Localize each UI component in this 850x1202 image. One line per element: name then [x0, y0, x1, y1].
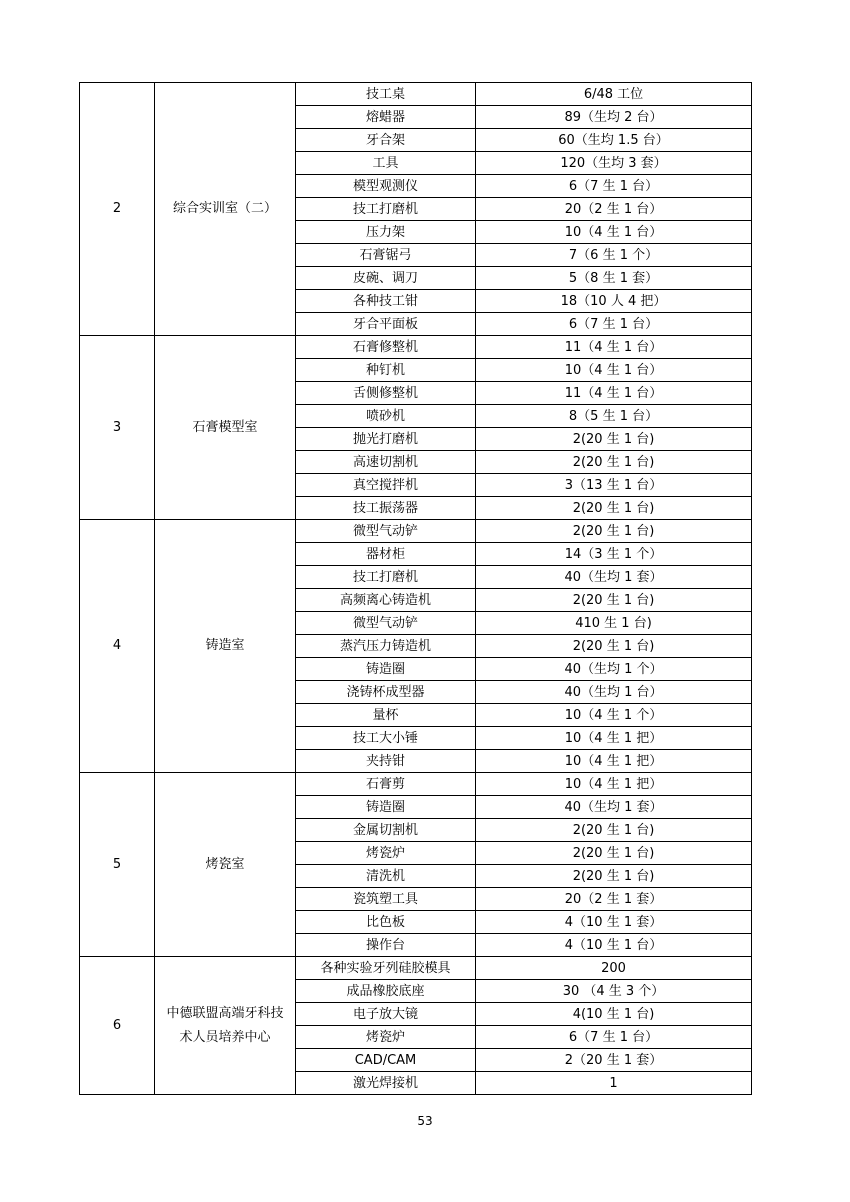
equipment-quantity-cell: 40（生均 1 套）	[476, 566, 752, 589]
equipment-quantity-cell: 11（4 生 1 台）	[476, 382, 752, 405]
equipment-quantity-cell: 89（生均 2 台）	[476, 106, 752, 129]
equipment-quantity-cell: 200	[476, 957, 752, 980]
equipment-quantity-cell: 10（4 生 1 把）	[476, 750, 752, 773]
equipment-quantity-cell: 30 （4 生 3 个）	[476, 980, 752, 1003]
equipment-name-cell: 量杯	[296, 704, 476, 727]
equipment-name-cell: 真空搅拌机	[296, 474, 476, 497]
group-number-cell: 4	[80, 520, 155, 773]
equipment-quantity-cell: 2(20 生 1 台)	[476, 428, 752, 451]
table-row	[80, 336, 752, 359]
equipment-name-cell: 石膏剪	[296, 773, 476, 796]
room-name-cell: 综合实训室（二）	[155, 83, 296, 336]
equipment-quantity-cell: 11（4 生 1 台）	[476, 336, 752, 359]
equipment-name-cell: 清洗机	[296, 865, 476, 888]
equipment-quantity-cell: 10（4 生 1 把）	[476, 727, 752, 750]
group-number-cell: 5	[80, 773, 155, 957]
equipment-name-cell: 微型气动铲	[296, 520, 476, 543]
equipment-name-cell: 技工大小锤	[296, 727, 476, 750]
equipment-name-cell: 各种技工钳	[296, 290, 476, 313]
equipment-name-cell: CAD/CAM	[296, 1049, 476, 1072]
equipment-name-cell: 抛光打磨机	[296, 428, 476, 451]
equipment-name-cell: 种钉机	[296, 359, 476, 382]
equipment-quantity-cell: 18（10 人 4 把）	[476, 290, 752, 313]
equipment-name-cell: 各种实验牙列硅胶模具	[296, 957, 476, 980]
equipment-name-cell: 铸造圈	[296, 658, 476, 681]
equipment-quantity-cell: 4（10 生 1 台）	[476, 934, 752, 957]
equipment-name-cell: 高速切割机	[296, 451, 476, 474]
equipment-quantity-cell: 20（2 生 1 套）	[476, 888, 752, 911]
equipment-quantity-cell: 2(20 生 1 台)	[476, 589, 752, 612]
equipment-quantity-cell: 410 生 1 台)	[476, 612, 752, 635]
page-number: 53	[417, 1114, 433, 1128]
group-number-cell: 3	[80, 336, 155, 520]
equipment-name-cell: 皮碗、调刀	[296, 267, 476, 290]
equipment-name-cell: 金属切割机	[296, 819, 476, 842]
equipment-quantity-cell: 4(10 生 1 台)	[476, 1003, 752, 1026]
equipment-name-cell: 技工打磨机	[296, 566, 476, 589]
equipment-quantity-cell: 3（13 生 1 台）	[476, 474, 752, 497]
equipment-quantity-cell: 2（20 生 1 套）	[476, 1049, 752, 1072]
equipment-quantity-cell: 10（4 生 1 把）	[476, 773, 752, 796]
equipment-name-cell: 高频离心铸造机	[296, 589, 476, 612]
equipment-quantity-cell: 5（8 生 1 套）	[476, 267, 752, 290]
equipment-name-cell: 舌侧修整机	[296, 382, 476, 405]
equipment-name-cell: 牙合架	[296, 129, 476, 152]
equipment-quantity-cell: 6（7 生 1 台）	[476, 175, 752, 198]
equipment-quantity-cell: 60（生均 1.5 台）	[476, 129, 752, 152]
equipment-name-cell: 石膏修整机	[296, 336, 476, 359]
equipment-quantity-cell: 7（6 生 1 个）	[476, 244, 752, 267]
group-number-cell: 6	[80, 957, 155, 1095]
table-row	[80, 83, 752, 106]
room-name-cell: 中德联盟高端牙科技术人员培养中心	[155, 957, 296, 1095]
equipment-name-cell: 模型观测仪	[296, 175, 476, 198]
equipment-quantity-cell: 40（生均 1 套）	[476, 796, 752, 819]
room-name-cell: 烤瓷室	[155, 773, 296, 957]
equipment-quantity-cell: 8（5 生 1 台）	[476, 405, 752, 428]
equipment-quantity-cell: 10（4 生 1 台）	[476, 221, 752, 244]
equipment-quantity-cell: 6（7 生 1 台）	[476, 313, 752, 336]
equipment-quantity-cell: 4（10 生 1 套）	[476, 911, 752, 934]
equipment-quantity-cell: 40（生均 1 台）	[476, 681, 752, 704]
equipment-name-cell: 浇铸杯成型器	[296, 681, 476, 704]
equipment-quantity-cell: 14（3 生 1 个）	[476, 543, 752, 566]
equipment-name-cell: 铸造圈	[296, 796, 476, 819]
equipment-name-cell: 技工振荡器	[296, 497, 476, 520]
equipment-name-cell: 牙合平面板	[296, 313, 476, 336]
equipment-name-cell: 压力架	[296, 221, 476, 244]
equipment-quantity-cell: 1	[476, 1072, 752, 1095]
equipment-quantity-cell: 2(20 生 1 台)	[476, 451, 752, 474]
equipment-name-cell: 喷砂机	[296, 405, 476, 428]
equipment-quantity-cell: 6/48 工位	[476, 83, 752, 106]
equipment-name-cell: 熔蜡器	[296, 106, 476, 129]
equipment-quantity-cell: 40（生均 1 个）	[476, 658, 752, 681]
equipment-name-cell: 夹持钳	[296, 750, 476, 773]
room-name-cell: 铸造室	[155, 520, 296, 773]
table-row	[80, 957, 752, 980]
table-row	[80, 520, 752, 543]
equipment-quantity-cell: 20（2 生 1 台）	[476, 198, 752, 221]
equipment-quantity-cell: 2(20 生 1 台)	[476, 497, 752, 520]
equipment-name-cell: 比色板	[296, 911, 476, 934]
equipment-name-cell: 微型气动铲	[296, 612, 476, 635]
room-name-cell: 石膏模型室	[155, 336, 296, 520]
equipment-name-cell: 激光焊接机	[296, 1072, 476, 1095]
equipment-name-cell: 烤瓷炉	[296, 842, 476, 865]
equipment-quantity-cell: 10（4 生 1 台）	[476, 359, 752, 382]
equipment-name-cell: 蒸汽压力铸造机	[296, 635, 476, 658]
equipment-name-cell: 成品橡胶底座	[296, 980, 476, 1003]
equipment-table	[79, 82, 752, 1095]
equipment-quantity-cell: 2(20 生 1 台)	[476, 865, 752, 888]
equipment-quantity-cell: 2(20 生 1 台)	[476, 635, 752, 658]
equipment-name-cell: 技工桌	[296, 83, 476, 106]
equipment-name-cell: 电子放大镜	[296, 1003, 476, 1026]
group-number-cell: 2	[80, 83, 155, 336]
equipment-quantity-cell: 10（4 生 1 个）	[476, 704, 752, 727]
equipment-name-cell: 器材柜	[296, 543, 476, 566]
equipment-name-cell: 技工打磨机	[296, 198, 476, 221]
equipment-name-cell: 操作台	[296, 934, 476, 957]
equipment-name-cell: 瓷筑塑工具	[296, 888, 476, 911]
equipment-table-body	[80, 83, 752, 1095]
equipment-quantity-cell: 2(20 生 1 台)	[476, 520, 752, 543]
equipment-quantity-cell: 2(20 生 1 台)	[476, 819, 752, 842]
table-row	[80, 773, 752, 796]
equipment-quantity-cell: 6（7 生 1 台）	[476, 1026, 752, 1049]
equipment-name-cell: 工具	[296, 152, 476, 175]
equipment-name-cell: 石膏锯弓	[296, 244, 476, 267]
equipment-quantity-cell: 2(20 生 1 台)	[476, 842, 752, 865]
equipment-name-cell: 烤瓷炉	[296, 1026, 476, 1049]
equipment-quantity-cell: 120（生均 3 套）	[476, 152, 752, 175]
